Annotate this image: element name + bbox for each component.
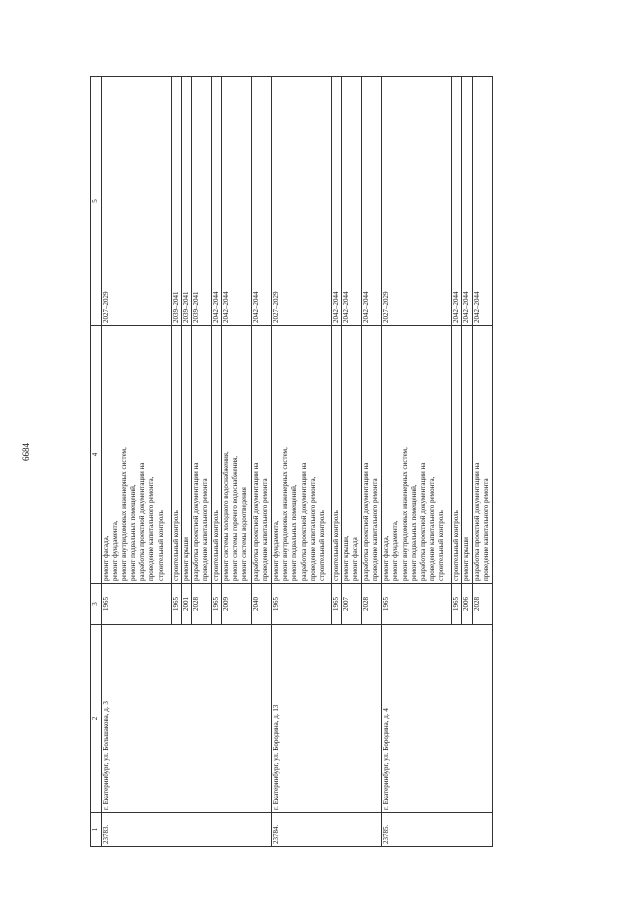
table-row (382, 77, 452, 847)
works-list: разработка проектной документации на проведение капитального ремонта (362, 326, 382, 584)
period: 2039–2041 (172, 77, 182, 326)
period: 2042–2044 (222, 77, 252, 326)
table-row (272, 77, 332, 847)
period: 2039–2041 (192, 77, 212, 326)
period: 2042–2044 (452, 77, 462, 326)
works-list: строительный контроль (212, 326, 222, 584)
period: 2027–2029 (382, 77, 452, 326)
works-list: разработка проектной документации на проведение капитального ремонта (192, 326, 212, 584)
rotated-table-wrapper (90, 77, 576, 847)
works-list: ремонт фасада, ремонт фундамента, ремонт внутридомовых инженерных систем, ремонт подвальных помещений, разработка проектной документации на проведение капитального ремонта, строительный контроль (102, 326, 172, 584)
page-number: 6684 (21, 443, 31, 461)
table-row (102, 77, 172, 847)
period: 2042–2044 (252, 77, 272, 326)
address: г. Екатеринбург, ул. Большакова, д. 3 (102, 625, 272, 813)
repair-schedule-table (90, 76, 493, 847)
works-list: ремонт фундамента, ремонт внутридомовых инженерных систем, ремонт подвальных помещений, разработка проектной документации на проведение капитального ремонта, строительный контроль (272, 326, 332, 584)
header-row (91, 77, 102, 847)
commissioning-year: 2007 (342, 584, 362, 625)
commissioning-year: 1965 (212, 584, 222, 625)
commissioning-year: 2028 (192, 584, 212, 625)
period: 2042–2044 (212, 77, 222, 326)
commissioning-year: 1965 (102, 584, 172, 625)
works-list: разработка проектной документации на проведение капитального ремонта (252, 326, 272, 584)
commissioning-year: 1965 (452, 584, 462, 625)
row-number: 23783. (102, 813, 272, 847)
works-list: ремонт крыши (182, 326, 192, 584)
row-number: 23785. (382, 813, 492, 847)
commissioning-year: 1965 (272, 584, 332, 625)
works-list: строительный контроль (332, 326, 342, 584)
column-header: 2 (91, 625, 102, 813)
period: 2027–2029 (272, 77, 332, 326)
works-list: строительный контроль (172, 326, 182, 584)
address: г. Екатеринбург, ул. Бородина, д. 13 (272, 625, 382, 813)
period: 2042–2044 (472, 77, 492, 326)
works-list: ремонт фасада, ремонт фундамента, ремонт внутридомовых инженерных систем, ремонт подвальных помещений, разработка проектной документации на проведение капитального ремонта, строительный контроль (382, 326, 452, 584)
commissioning-year: 2028 (362, 584, 382, 625)
works-list: ремонт крыши (462, 326, 472, 584)
column-header: 3 (91, 584, 102, 625)
address: г. Екатеринбург, ул. Бородина, д. 4 (382, 625, 492, 813)
commissioning-year: 1965 (332, 584, 342, 625)
period: 2027–2029 (102, 77, 172, 326)
column-header: 1 (91, 813, 102, 847)
row-number: 23784. (272, 813, 382, 847)
column-header: 4 (91, 326, 102, 584)
period: 2042–2044 (332, 77, 342, 326)
works-list: ремонт системы холодного водоснабжения, ремонт системы горячего водоснабжения, ремонт системы водоотведения (222, 326, 252, 584)
column-header: 5 (91, 77, 102, 326)
period: 2042–2044 (342, 77, 362, 326)
commissioning-year: 2001 (182, 584, 192, 625)
commissioning-year: 2028 (472, 584, 492, 625)
period: 2039–2041 (182, 77, 192, 326)
period: 2042–2044 (362, 77, 382, 326)
works-list: ремонт крыши, ремонт фасада (342, 326, 362, 584)
works-list: разработка проектной документации на проведение капитального ремонта (472, 326, 492, 584)
commissioning-year: 2006 (462, 584, 472, 625)
commissioning-year: 1965 (382, 584, 452, 625)
commissioning-year: 1965 (172, 584, 182, 625)
works-list: строительный контроль (452, 326, 462, 584)
commissioning-year: 2009 (222, 584, 252, 625)
commissioning-year: 2040 (252, 584, 272, 625)
period: 2042–2044 (462, 77, 472, 326)
